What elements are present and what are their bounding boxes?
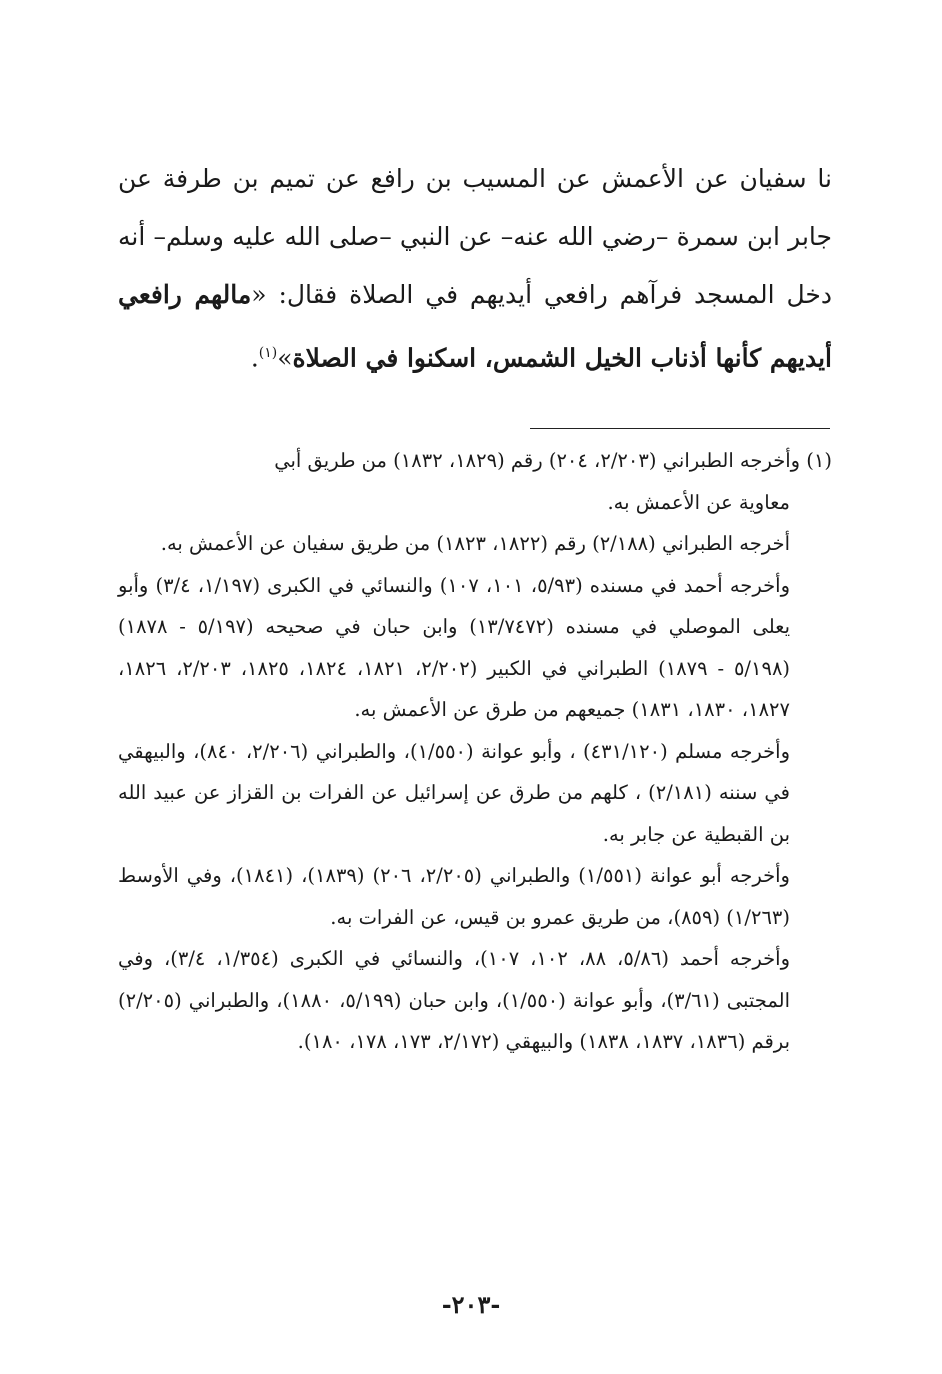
hadith-quote-bold: مالهم رافعي أيديهم كأنها أذناب الخيل الشمس، اسكنوا في الصلاة	[118, 280, 832, 373]
page-number: -٢٠٣-	[441, 1290, 501, 1319]
footnote-1	[118, 440, 832, 523]
hadith-text-plain: نا سفيان عن الأعمش عن المسيب بن رافع عن تميم بن طرفة عن جابر ابن سمرة –رضي الله عنه– عن النبي –صلى الله عليه وسلم– أنه دخل المسجد فرآهم رافعي أيديهم في الصلاة فقال: «	[118, 164, 832, 309]
footnote-paragraph: وأخرجه أبو عوانة (١/٥٥١) والطبراني (٢/٢٠٥، ٢٠٦) (١٨٣٩)، (١٨٤١)، وفي الأوسط (١/٢٦٣) (٨٥٩)، من طريق عمرو بن قيس، عن الفرات به.	[118, 864, 790, 929]
footnote-1-rest: معاوية عن الأعمش به.	[607, 490, 790, 514]
footnote-ref: (١)	[258, 345, 278, 361]
footnote-1-line1: وأخرجه الطبراني (٢/٢٠٣، ٢٠٤) رقم (١٨٢٩، ١٨٣٢) من طريق أبي	[274, 449, 801, 472]
footnote-paragraph: وأخرجه مسلم (٤٣١/١٢٠) ، وأبو عوانة (١/٥٥٠)، والطبراني (٢/٢٠٦، ٨٤٠)، والبيهقي في سننه (٢/١٨١) ، كلهم من طرق عن إسرائيل عن الفرات بن القزاز عن عبيد الله بن القبطية عن جابر به.	[118, 739, 791, 846]
footnote-1-first-line	[118, 440, 832, 482]
footnotes	[118, 440, 832, 1063]
footnote-paragraph: وأخرجه أحمد (٥/٨٦، ٨٨، ١٠٢، ١٠٧)، والنسائي في الكبرى (١/٣٥٤، ٣/٤)، وفي المجتبى (٣/٦١)، وأبو عوانة (١/٥٥٠)، وابن حبان (٥/١٩٩، ١٨٨٠)، والطبراني (٢/٢٠٥) برقم (١٨٣٦، ١٨٣٧، ١٨٣٨) والبيهقي (٢/١٧٢، ١٧٣، ١٧٨، ١٨٠).	[118, 947, 791, 1053]
footnote-paragraph: أخرجه الطبراني (٢/١٨٨) رقم (١٨٢٢، ١٨٢٣) من طريق سفيان عن الأعمش به.	[160, 532, 790, 555]
hadith-text	[118, 150, 832, 387]
quote-close: »	[277, 343, 293, 373]
footnote-number: (١)	[806, 449, 832, 472]
footnote-separator	[530, 428, 830, 429]
footnote-paragraph: وأخرجه أحمد في مسنده (٥/٩٣، ١٠١، ١٠٧) والنسائي في الكبرى (١/١٩٧، ٣/٤) وأبو يعلى الموصلي في مسنده (١٣/٧٤٧٢) وابن حبان في صحيحه (٥/١٩٧ - ١٨٧٨) (٥/١٩٨ - ١٨٧٩) الطبراني في الكبير (٢/٢٠٢، ١٨٢١، ١٨٢٤، ١٨٢٥، ٢/٢٠٣، ١٨٢٦، ١٨٢٧، ١٨٣٠، ١٨٣١) جميعهم من طرق عن الأعمش به.	[118, 573, 791, 721]
hadith-text-end: .	[250, 343, 259, 373]
